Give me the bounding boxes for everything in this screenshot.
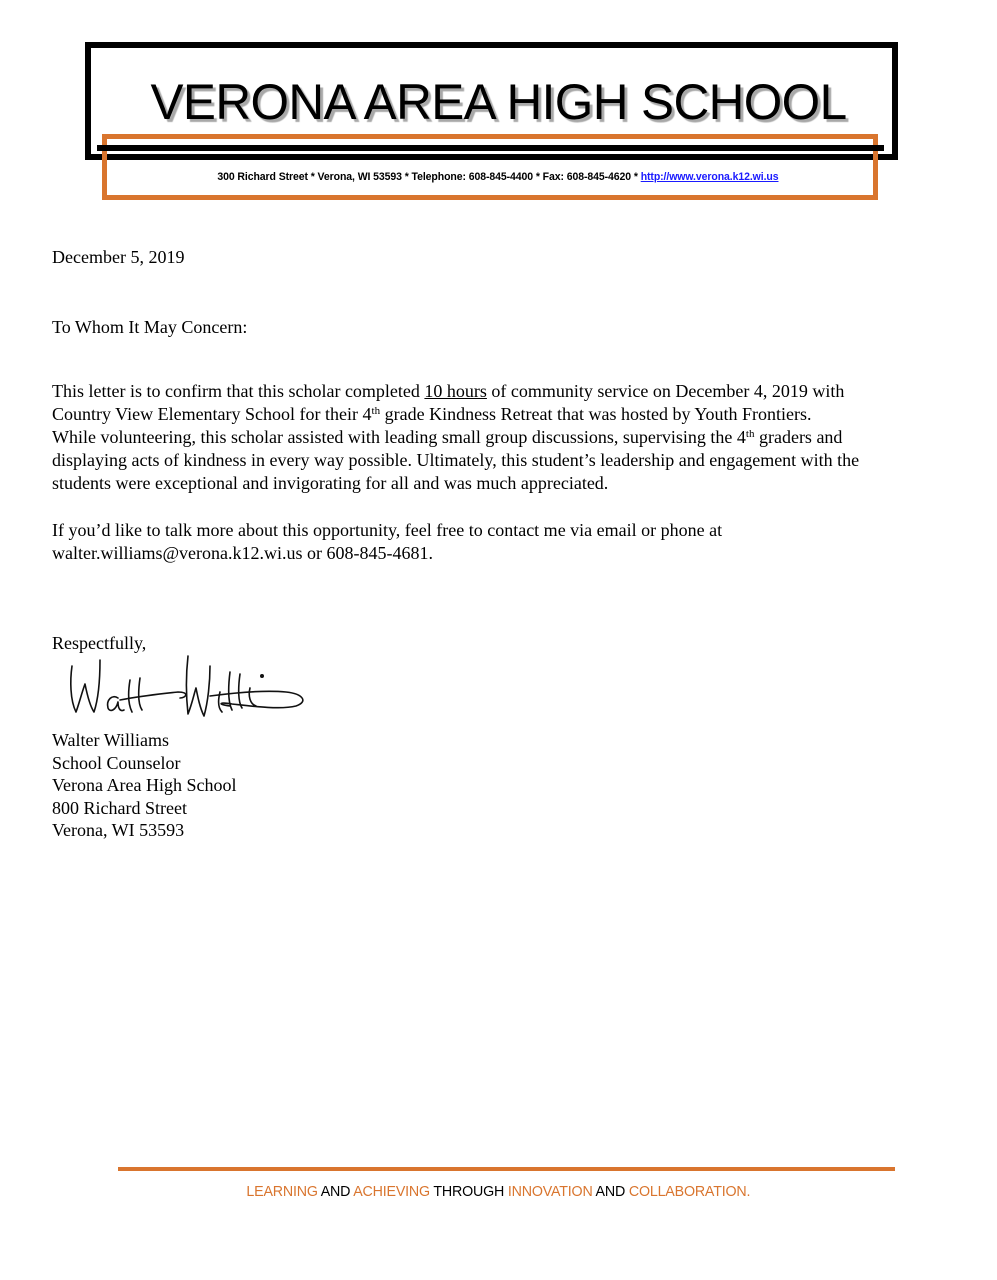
website-link[interactable]: http://www.verona.k12.wi.us — [640, 171, 779, 183]
body-paragraph-2 — [52, 519, 952, 565]
letter-salutation: To Whom It May Concern: — [52, 317, 248, 337]
letter-date: December 5, 2019 — [52, 247, 185, 267]
text-run: of community service on December 4, 2019 with — [486, 381, 845, 401]
letter-closing: Respectfully, — [52, 633, 147, 653]
paragraph-line — [52, 426, 952, 449]
paragraph-line: students were exceptional and invigorating for all and was much appreciated. — [52, 473, 609, 493]
paragraph-line — [52, 403, 952, 426]
signer-name: Walter Williams — [52, 730, 169, 750]
contact-line: walter.williams@verona.k12.wi.us or 608-845-4681. — [52, 543, 434, 563]
signer-organization: Verona Area High School — [52, 775, 237, 795]
signer-street: 800 Richard Street — [52, 797, 187, 818]
letterhead-divider-bar — [97, 145, 884, 151]
motto-word: AND — [592, 1183, 629, 1200]
signature-stroke — [120, 692, 186, 700]
text-run: grade Kindness Retreat that was hosted by Youth Frontiers. — [380, 404, 812, 424]
signature-stroke — [108, 697, 124, 711]
ordinal-suffix: th — [745, 428, 755, 440]
paragraph-line — [52, 380, 952, 403]
motto-word: INNOVATION — [507, 1183, 593, 1200]
footer-divider — [118, 1167, 895, 1171]
signature-stroke — [129, 678, 142, 712]
motto-word: THROUGH — [429, 1183, 508, 1200]
paragraph-line: If you’d like to talk more about this opportunity, feel free to contact me via email or phone at — [52, 520, 723, 540]
text-run: graders and — [754, 427, 843, 447]
letterhead-address-line — [34, 170, 961, 184]
signer-block — [52, 729, 236, 842]
address-text: 300 Richard Street * Verona, WI 53593 * Telephone: 608-845-4400 * Fax: 608-845-4620 * — [217, 171, 641, 183]
motto-word: LEARNING — [246, 1183, 318, 1200]
signature-dot — [261, 675, 263, 677]
body-paragraph-1 — [52, 380, 952, 495]
letterhead-contact-box — [102, 134, 878, 200]
motto-word: AND — [317, 1183, 354, 1200]
signature-stroke — [71, 660, 100, 712]
signer-title: School Counselor — [52, 752, 181, 773]
hours-emphasis: 10 hours — [424, 381, 487, 401]
motto-word: ACHIEVING — [353, 1183, 430, 1200]
ordinal-suffix: th — [371, 405, 381, 417]
motto-word: COLLABORATION. — [628, 1183, 751, 1200]
text-run: This letter is to confirm that this scholar completed — [52, 381, 425, 401]
text-run: Country View Elementary School for their 4 — [52, 404, 372, 424]
signature-icon — [60, 652, 310, 727]
signer-city-state-zip: Verona, WI 53593 — [52, 820, 185, 840]
signature-stroke — [187, 656, 211, 716]
school-name-title: VERONA AREA HIGH SCHOOL — [150, 74, 847, 130]
signature-stroke — [210, 691, 303, 707]
text-run: While volunteering, this scholar assisted with leading small group discussions, supervising the 4 — [52, 427, 746, 447]
footer-motto — [25, 1183, 972, 1201]
paragraph-line: displaying acts of kindness in every way possible. Ultimately, this student’s leadership and engagement with the — [52, 450, 860, 470]
